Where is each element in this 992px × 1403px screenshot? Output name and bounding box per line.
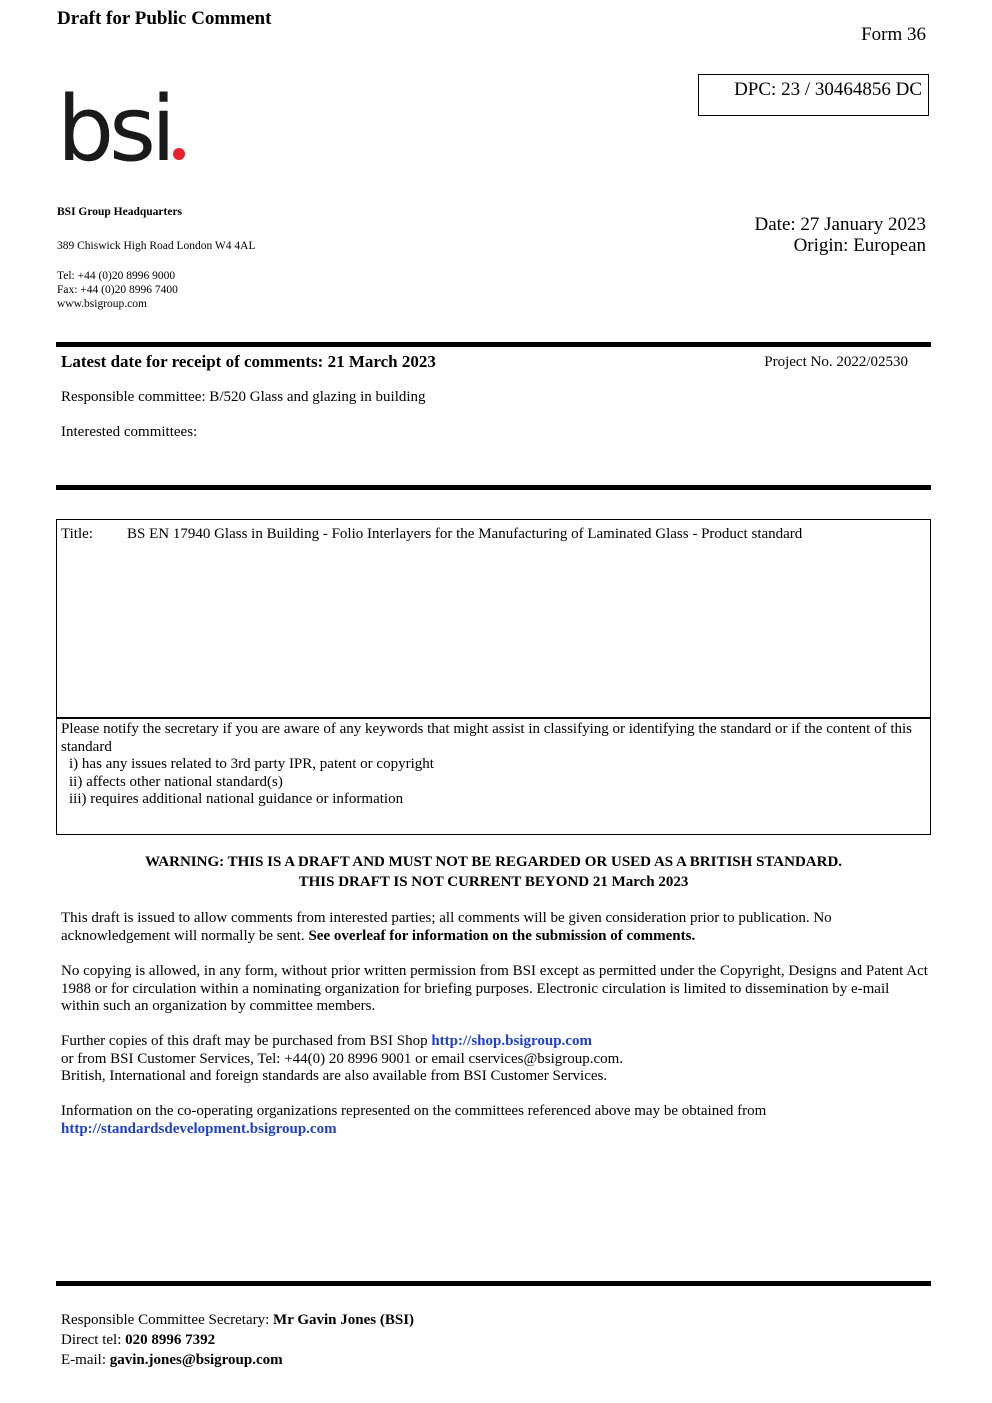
divider-bottom <box>56 1281 931 1286</box>
list-item: ii) affects other national standard(s) <box>69 773 283 790</box>
secretary-label: Responsible Committee Secretary: <box>61 1312 274 1328</box>
title-box-separator <box>57 717 930 719</box>
email-label: E-mail: <box>61 1352 110 1368</box>
interested-committees: Interested committees: <box>61 424 198 440</box>
comments-text: This draft is issued to allow comments from interested parties; all comments will be given consideration prior to publication. No acknowledgement will normally be sent. <box>61 910 832 944</box>
notify-intro: Please notify the secretary if you are aware of any keywords that might assist in classifying or identifying the standard or if the content of this standard <box>61 721 913 755</box>
form-number: Form 36 <box>861 24 926 45</box>
secretary-email[interactable]: gavin.jones@bsigroup.com <box>109 1352 283 1368</box>
list-item: iii) requires additional national guidance or information <box>69 791 404 807</box>
draft-label: Draft for Public Comment <box>57 8 272 29</box>
copyright-paragraph: No copying is allowed, in any form, without prior written permission from BSI except as permitted under the Copyright, Designs and Patent Act 1988 or for circulation within a nominating organization for briefing purposes. Electronic circulation is limited to dissemination by e-mail within such an organization by committee members. <box>61 963 928 1014</box>
customer-services-text: or from BSI Customer Services, Tel: +44(0) 20 8996 9001 or email cservices@bsigroup.com. <box>61 1050 624 1067</box>
secretary-contact <box>61 1310 414 1370</box>
list-item: i) has any issues related to 3rd party IPR, patent or copyright <box>69 756 434 772</box>
document-date: Date: 27 January 2023 <box>754 214 926 235</box>
hq-tel: Tel: +44 (0)20 8996 9000 <box>57 270 176 282</box>
organizations-text: Information on the co-operating organizations represented on the committees referenced above may be obtained from <box>61 1103 767 1119</box>
logo-dot-icon <box>173 148 185 160</box>
divider-middle <box>56 485 931 490</box>
project-number: Project No. 2022/02530 <box>764 354 908 370</box>
document-origin: Origin: European <box>793 235 926 256</box>
bsi-logo <box>57 77 185 182</box>
title-label: Title: <box>61 526 93 542</box>
comments-paragraph <box>61 910 931 945</box>
latest-comment-date: Latest date for receipt of comments: 21 March 2023 <box>61 352 436 371</box>
secretary-tel: 020 8996 7392 <box>125 1332 216 1348</box>
draft-warning <box>56 852 931 892</box>
hq-title: BSI Group Headquarters <box>57 206 183 218</box>
purchase-text: Further copies of this draft may be purchased from BSI Shop <box>61 1033 432 1049</box>
tel-label: Direct tel: <box>61 1332 126 1348</box>
hq-web: www.bsigroup.com <box>57 298 147 310</box>
hq-fax: Fax: +44 (0)20 8996 7400 <box>57 284 178 296</box>
warning-line-1: WARNING: THIS IS A DRAFT AND MUST NOT BE REGARDED OR USED AS A BRITISH STANDARD. <box>144 854 843 870</box>
dpc-reference-box <box>698 74 929 116</box>
standard-title: BS EN 17940 Glass in Building - Folio Interlayers for the Manufacturing of Laminated Glass - Product standard <box>127 526 803 542</box>
standards-availability-text: British, International and foreign standards are also available from BSI Customer Services. <box>61 1068 608 1084</box>
notify-section <box>61 721 921 809</box>
divider-top <box>56 342 931 347</box>
dpc-reference: DPC: 23 / 30464856 DC <box>734 79 922 100</box>
hq-contact <box>57 269 178 311</box>
secretary-name: Mr Gavin Jones (BSI) <box>273 1312 415 1328</box>
title-box <box>56 519 931 835</box>
notify-list <box>61 756 921 809</box>
warning-line-2: THIS DRAFT IS NOT CURRENT BEYOND 21 March 2023 <box>298 874 689 890</box>
standards-development-link[interactable]: http://standardsdevelopment.bsigroup.com <box>61 1120 337 1137</box>
organizations-paragraph <box>61 1103 931 1138</box>
shop-link[interactable]: http://shop.bsigroup.com <box>431 1033 592 1049</box>
logo-text: bsi <box>57 77 172 182</box>
responsible-committee: Responsible committee: B/520 Glass and glazing in building <box>61 389 426 405</box>
date-origin-block <box>755 214 926 256</box>
hq-address: 389 Chiswick High Road London W4 4AL <box>57 240 256 252</box>
overleaf-note: See overleaf for information on the submission of comments. <box>308 927 696 944</box>
purchase-paragraph <box>61 1033 931 1086</box>
